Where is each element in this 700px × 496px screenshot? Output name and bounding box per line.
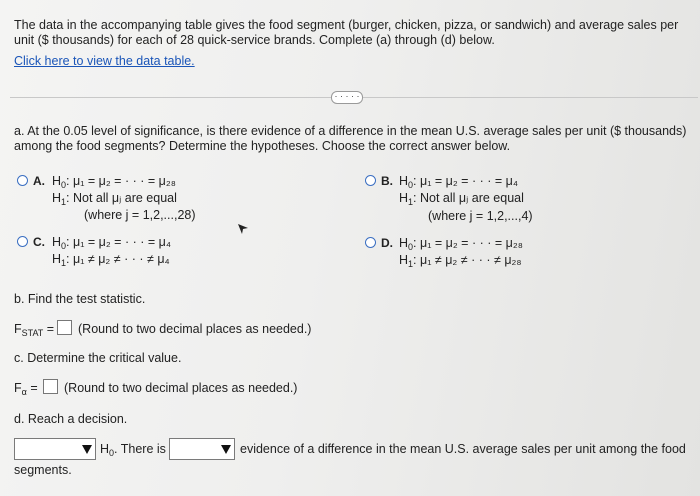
- decision-wrap-text: segments.: [14, 463, 72, 477]
- f-alpha-input[interactable]: [43, 379, 58, 394]
- option-c-h1: $H_1$: μ₁ ≠ μ₂ ≠ · · · ≠ μ₄: [52, 252, 170, 268]
- option-b-radio[interactable]: [365, 175, 376, 186]
- option-a-letter: A.: [33, 174, 45, 188]
- decision-h0-text: $H_0$. There is: [100, 442, 166, 458]
- option-b-letter: B.: [381, 174, 393, 188]
- f-alpha-label: $F_\alpha$ =: [14, 381, 38, 397]
- option-c-letter: C.: [33, 235, 45, 249]
- decision-dropdown[interactable]: [14, 438, 96, 460]
- f-stat-input[interactable]: [57, 320, 72, 335]
- option-a-h0: $H_0$: μ₁ = μ₂ = · · · = μ₂₈: [52, 174, 176, 190]
- part-d-label: d. Reach a decision.: [14, 412, 128, 426]
- chevron-down-icon: [82, 445, 92, 454]
- option-c-h0: $H_0$: μ₁ = μ₂ = · · · = μ₄: [52, 235, 171, 251]
- option-b-h1: $H_1$: Not all μⱼ are equal: [399, 191, 524, 207]
- option-a-note: (where j = 1,2,...,28): [84, 208, 196, 222]
- option-b-note: (where j = 1,2,...,4): [428, 209, 533, 223]
- option-d-letter: D.: [381, 236, 393, 250]
- option-d-radio[interactable]: [365, 237, 376, 248]
- option-d-h1: $H_1$: μ₁ ≠ μ₂ ≠ · · · ≠ μ₂₈: [399, 253, 522, 269]
- f-alpha-hint: (Round to two decimal places as needed.): [64, 381, 298, 395]
- problem-intro: The data in the accompanying table gives the food segment (burger, chicken, pizza, or sandwich) and average sales per unit ($ thousands) for each of 28 quick-service brands. Complete (a) through (d) below.: [14, 18, 679, 47]
- option-c-radio[interactable]: [17, 236, 28, 247]
- option-b-h0: $H_0$: μ₁ = μ₂ = · · · = μ₄: [399, 174, 518, 190]
- f-stat-hint: (Round to two decimal places as needed.): [78, 322, 312, 336]
- decision-tail-text: evidence of a difference in the mean U.S. average sales per unit among the food: [240, 442, 686, 456]
- evidence-dropdown[interactable]: [169, 438, 235, 460]
- part-b-label: b. Find the test statistic.: [14, 292, 146, 306]
- f-stat-label: $F_{STAT}$ =: [14, 322, 55, 338]
- option-a-radio[interactable]: [17, 175, 28, 186]
- chevron-down-icon: [221, 445, 231, 454]
- mouse-cursor-icon: [236, 222, 250, 236]
- part-c-label: c. Determine the critical value.: [14, 351, 182, 365]
- option-d-h0: $H_0$: μ₁ = μ₂ = · · · = μ₂₈: [399, 236, 523, 252]
- view-data-table-link[interactable]: Click here to view the data table.: [14, 54, 195, 68]
- part-a-question: a. At the 0.05 level of significance, is there evidence of a difference in the mean U.S. average sales per unit ($ thousands) among the food segments? Determine the hypotheses. Choose the correct answer below.: [14, 124, 687, 153]
- expand-more-button[interactable]: · · · · ·: [331, 91, 363, 104]
- option-a-h1: $H_1$: Not all μⱼ are equal: [52, 191, 177, 207]
